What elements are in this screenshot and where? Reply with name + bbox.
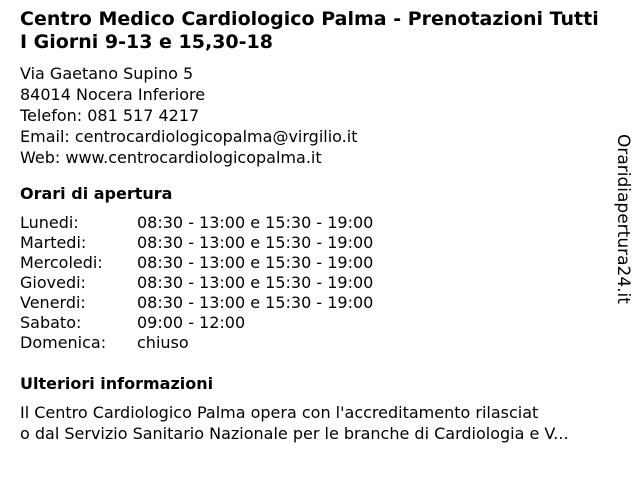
site-watermark <box>612 134 634 310</box>
hours-row-thursday <box>20 273 373 293</box>
day-label: Sabato: <box>20 313 82 332</box>
hours-row-saturday <box>20 313 373 333</box>
email-address: Email: centrocardiologicopalma@virgilio.it <box>20 127 358 146</box>
opening-hours-heading: Orari di apertura <box>20 184 173 203</box>
day-label: Martedi: <box>20 233 87 252</box>
day-label: Giovedi: <box>20 273 86 292</box>
day-hours: 08:30 - 13:00 e 15:30 - 19:00 <box>137 273 374 292</box>
day-hours: 08:30 - 13:00 e 15:30 - 19:00 <box>137 253 374 272</box>
opening-hours-table <box>20 213 373 353</box>
day-hours: 09:00 - 12:00 <box>137 313 246 332</box>
page-title-line-2: i I Giorni 9-13 e 15,30-18 <box>20 8 599 53</box>
hours-row-friday <box>20 293 373 313</box>
page-title <box>20 8 610 54</box>
description-text <box>20 402 620 444</box>
hours-row-tuesday <box>20 233 373 253</box>
description-line-2: o dal Servizio Sanitario Nazionale per le branche di Cardiologia e V... <box>20 424 569 443</box>
day-hours: 08:30 - 13:00 e 15:30 - 19:00 <box>137 233 374 252</box>
hours-row-wednesday <box>20 253 373 273</box>
more-info-heading: Ulteriori informazioni <box>20 374 214 393</box>
website-address: Web: www.centrocardiologicopalma.it <box>20 148 322 167</box>
hours-row-sunday <box>20 333 373 353</box>
address-city: 84014 Nocera Inferiore <box>20 85 206 104</box>
site-watermark-text: Oraridiapertura24.it <box>613 134 633 304</box>
day-label: Domenica: <box>20 333 107 352</box>
day-hours: chiuso <box>137 333 189 352</box>
day-hours: 08:30 - 13:00 e 15:30 - 19:00 <box>137 213 374 232</box>
phone-number: Telefon: 081 517 4217 <box>20 106 200 125</box>
day-hours: 08:30 - 13:00 e 15:30 - 19:00 <box>137 293 374 312</box>
contact-info <box>20 63 357 168</box>
day-label: Mercoledi: <box>20 253 103 272</box>
day-label: Venerdi: <box>20 293 86 312</box>
address-street: Via Gaetano Supino 5 <box>20 64 194 83</box>
description-line-1: Il Centro Cardiologico Palma opera con l'accreditamento rilasciat <box>20 403 539 422</box>
page-title-line-1: Centro Medico Cardiologico Palma - Prenotazioni Tutt <box>20 8 593 30</box>
day-label: Lunedi: <box>20 213 79 232</box>
hours-row-monday <box>20 213 373 233</box>
